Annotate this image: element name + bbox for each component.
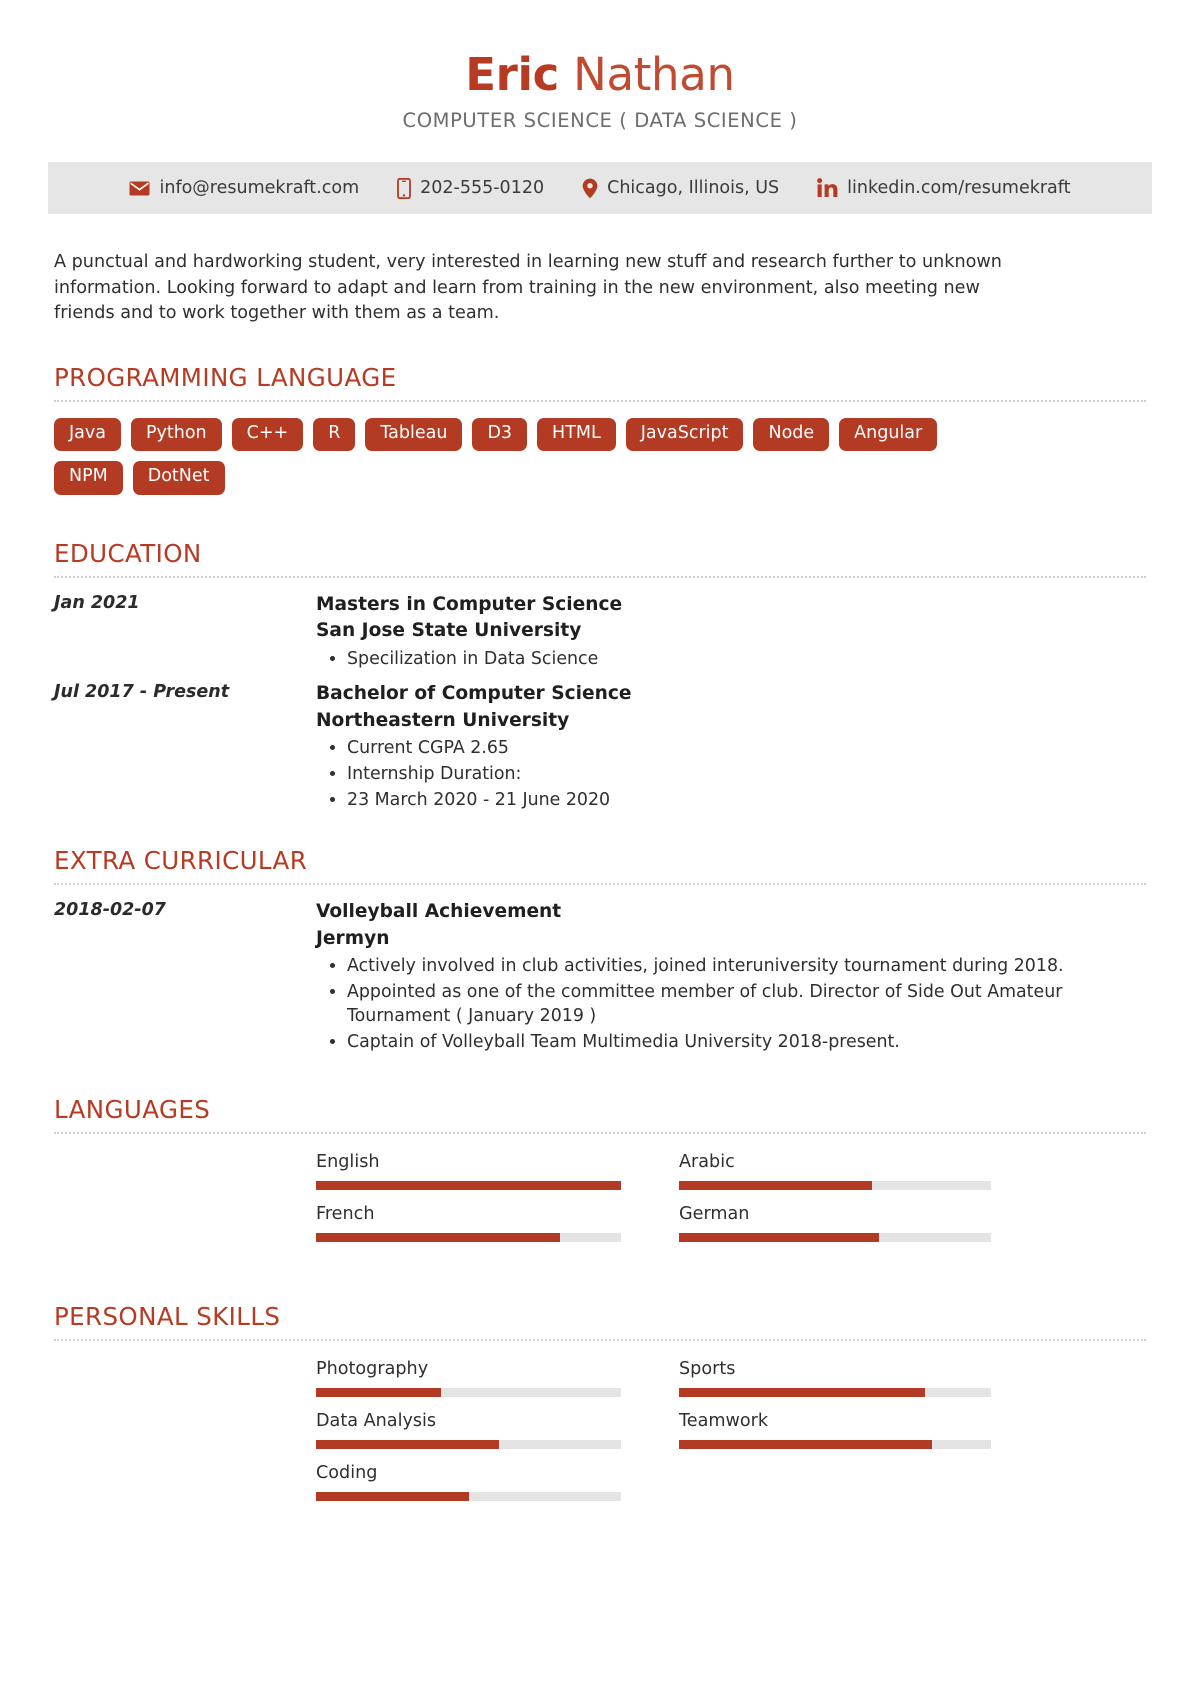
contact-phone-text: 202-555-0120 bbox=[420, 178, 545, 198]
linkedin-icon bbox=[817, 178, 838, 198]
education-school: Northeastern University bbox=[316, 709, 570, 731]
language-item bbox=[316, 1152, 621, 1204]
skill-label: Photography bbox=[316, 1358, 429, 1379]
education-detail bbox=[316, 681, 1146, 812]
section-title-extra-curricular: EXTRA CURRICULAR bbox=[54, 846, 308, 876]
section-divider bbox=[54, 1132, 1146, 1134]
contact-location-text: Chicago, Illinois, US bbox=[607, 178, 780, 198]
grid-spacer bbox=[54, 1204, 316, 1256]
grid-spacer bbox=[679, 1463, 991, 1515]
grid-spacer bbox=[621, 1359, 679, 1411]
grid-spacer bbox=[54, 1152, 316, 1204]
grid-spacer bbox=[54, 1359, 316, 1411]
skill-label: Coding bbox=[316, 1462, 378, 1483]
contact-linkedin-text: linkedin.com/resumekraft bbox=[847, 178, 1071, 198]
language-item bbox=[316, 1204, 621, 1256]
education-bullets bbox=[316, 647, 1146, 672]
skill-pill[interactable]: R bbox=[313, 418, 355, 452]
education-degree: Bachelor of Computer Science bbox=[316, 683, 632, 705]
skill-pill[interactable]: JavaScript bbox=[626, 418, 744, 452]
professional-summary: A punctual and hardworking student, very interested in learning new stuff and research further to unknown information. Looking forward to adapt and learn from training in the new environment, also meeting new friends and to work together with them as a team. bbox=[54, 252, 1002, 324]
skill-pill[interactable]: Python bbox=[131, 418, 222, 452]
section-personal-skills bbox=[48, 1301, 1152, 1515]
extra-curricular-bullets bbox=[316, 954, 1146, 1055]
language-label: Arabic bbox=[679, 1151, 735, 1172]
skill-progress-fill bbox=[316, 1492, 469, 1501]
education-detail bbox=[316, 592, 1146, 671]
list-item: • 23 March 2020 - 21 June 2020 bbox=[347, 788, 1146, 813]
contact-linkedin[interactable] bbox=[817, 178, 1070, 198]
skill-pill[interactable]: Tableau bbox=[365, 418, 462, 452]
section-education bbox=[48, 538, 1152, 812]
education-entry bbox=[54, 592, 1146, 671]
section-divider bbox=[54, 1339, 1146, 1341]
skill-item bbox=[679, 1359, 991, 1411]
extra-curricular-entry bbox=[54, 899, 1146, 1055]
section-programming-language bbox=[48, 365, 1152, 495]
location-pin-icon bbox=[582, 178, 598, 199]
language-progress-track bbox=[679, 1233, 991, 1242]
skill-pill[interactable]: Node bbox=[753, 418, 829, 452]
language-progress-fill bbox=[316, 1233, 560, 1242]
skill-pill[interactable]: C++ bbox=[232, 418, 304, 452]
resume-header bbox=[48, 48, 1152, 132]
education-entry bbox=[54, 681, 1146, 812]
education-date: Jan 2021 bbox=[54, 592, 140, 613]
skill-progress-track bbox=[316, 1388, 621, 1397]
grid-spacer bbox=[621, 1463, 679, 1515]
grid-spacer bbox=[621, 1411, 679, 1463]
email-icon bbox=[129, 181, 150, 196]
list-item: • Appointed as one of the committee member of club. Director of Side Out Amateur Tournament ( January 2019 ) bbox=[347, 980, 1146, 1029]
language-progress-fill bbox=[679, 1233, 879, 1242]
extra-curricular-detail bbox=[316, 899, 1146, 1055]
section-divider bbox=[54, 576, 1146, 578]
section-title-personal-skills: PERSONAL SKILLS bbox=[54, 1301, 281, 1331]
grid-spacer bbox=[621, 1152, 679, 1204]
skill-item bbox=[679, 1411, 991, 1463]
grid-spacer bbox=[54, 1411, 316, 1463]
extra-curricular-date: 2018-02-07 bbox=[54, 900, 166, 921]
language-progress-track bbox=[316, 1181, 621, 1190]
skill-pill[interactable]: D3 bbox=[472, 418, 527, 452]
section-languages bbox=[48, 1094, 1152, 1256]
candidate-name bbox=[48, 48, 1152, 101]
programming-pill-list bbox=[54, 418, 984, 495]
skill-item bbox=[316, 1411, 621, 1463]
extra-curricular-org: Jermyn bbox=[316, 927, 390, 949]
section-divider bbox=[54, 400, 1146, 402]
personal-skills-bar-grid bbox=[54, 1359, 1146, 1515]
skill-progress-fill bbox=[679, 1388, 925, 1397]
language-progress-fill bbox=[679, 1181, 872, 1190]
contact-bar bbox=[48, 162, 1152, 214]
skill-item bbox=[316, 1359, 621, 1411]
grid-spacer bbox=[621, 1204, 679, 1256]
first-name: Eric bbox=[465, 48, 560, 101]
list-item: • Actively involved in club activities, joined interuniversity tournament during 2018. bbox=[347, 954, 1146, 979]
language-label: French bbox=[316, 1203, 375, 1224]
skill-progress-track bbox=[316, 1492, 621, 1501]
skill-pill[interactable]: DotNet bbox=[133, 461, 225, 495]
skill-label: Teamwork bbox=[679, 1410, 769, 1431]
skill-progress-fill bbox=[679, 1440, 932, 1449]
job-title-subtitle: COMPUTER SCIENCE ( DATA SCIENCE ) bbox=[402, 109, 798, 132]
education-school: San Jose State University bbox=[316, 620, 582, 642]
language-item bbox=[679, 1152, 991, 1204]
section-title-languages: LANGUAGES bbox=[54, 1094, 211, 1124]
language-label: German bbox=[679, 1203, 750, 1224]
skill-progress-track bbox=[316, 1440, 621, 1449]
phone-icon bbox=[397, 178, 411, 199]
contact-email-text: info@resumekraft.com bbox=[159, 178, 360, 198]
education-bullets bbox=[316, 736, 1146, 812]
extra-curricular-title: Volleyball Achievement bbox=[316, 901, 562, 923]
last-name: Nathan bbox=[573, 48, 735, 101]
section-extra-curricular bbox=[48, 848, 1152, 1055]
education-degree: Masters in Computer Science bbox=[316, 593, 623, 615]
contact-email[interactable] bbox=[129, 178, 359, 198]
skill-item bbox=[316, 1463, 621, 1515]
contact-phone[interactable] bbox=[397, 178, 544, 199]
skill-progress-track bbox=[679, 1388, 991, 1397]
list-item: • Captain of Volleyball Team Multimedia University 2018-present. bbox=[347, 1030, 1146, 1055]
skill-label: Sports bbox=[679, 1358, 736, 1379]
skill-label: Data Analysis bbox=[316, 1410, 437, 1431]
section-title-education: EDUCATION bbox=[54, 538, 202, 568]
skill-pill[interactable]: NPM bbox=[54, 461, 123, 495]
skill-progress-fill bbox=[316, 1440, 499, 1449]
language-progress-track bbox=[316, 1233, 621, 1242]
list-item: • Specilization in Data Science bbox=[347, 647, 1146, 672]
language-item bbox=[679, 1204, 991, 1256]
skill-pill[interactable]: Angular bbox=[839, 418, 937, 452]
skill-progress-track bbox=[679, 1440, 991, 1449]
skill-pill[interactable]: Java bbox=[54, 418, 121, 452]
language-progress-fill bbox=[316, 1181, 621, 1190]
skill-pill[interactable]: HTML bbox=[537, 418, 616, 452]
section-title-programming-language: PROGRAMMING LANGUAGE bbox=[54, 363, 397, 393]
section-divider bbox=[54, 883, 1146, 885]
education-date: Jul 2017 - Present bbox=[54, 682, 230, 703]
resume-page bbox=[48, 0, 1152, 1515]
list-item: • Internship Duration: bbox=[347, 762, 1146, 787]
grid-spacer bbox=[54, 1463, 316, 1515]
contact-location[interactable] bbox=[582, 178, 779, 199]
list-item: • Current CGPA 2.65 bbox=[347, 736, 1146, 761]
language-label: English bbox=[316, 1151, 380, 1172]
skill-progress-fill bbox=[316, 1388, 441, 1397]
language-progress-track bbox=[679, 1181, 991, 1190]
languages-bar-grid bbox=[54, 1152, 1146, 1256]
